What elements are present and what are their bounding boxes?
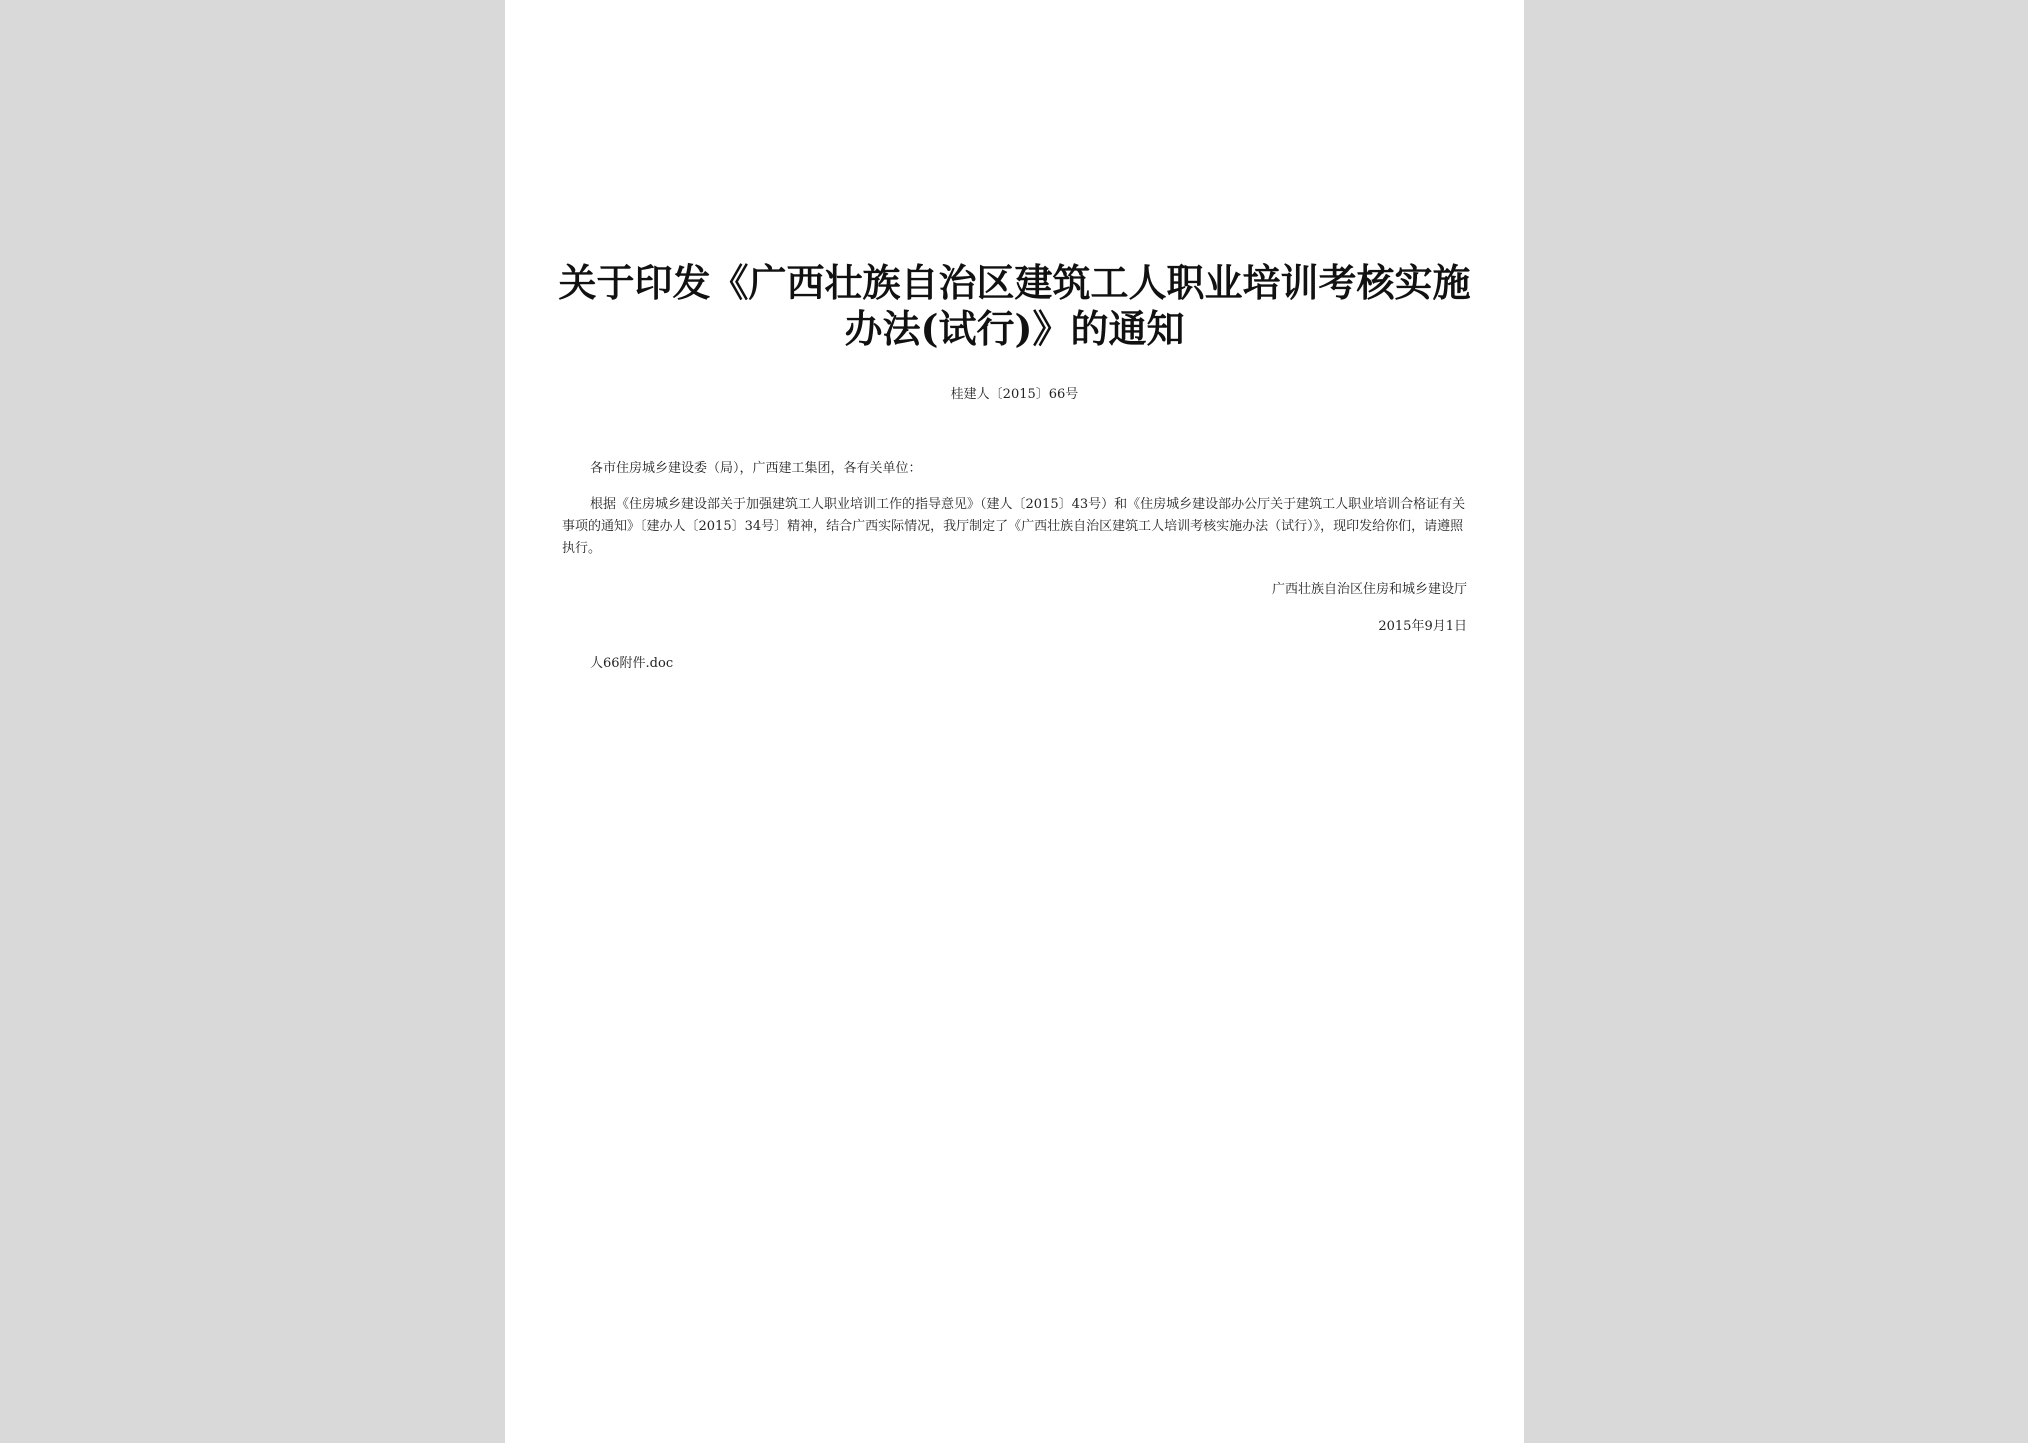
salutation: 各市住房城乡建设委（局），广西建工集团，各有关单位：	[590, 461, 922, 476]
body-paragraph: 根据《住房城乡建设部关于加强建筑工人职业培训工作的指导意见》（建人〔2015〕43号）和《住房城乡建设部办公厅关于建筑工人职业培训合格证有关事项的通知》〔建办人〔2015〕34号〕精神，结合广西实际情况，我厅制定了《广西壮族自治区建筑工人培训考核实施办法（试行）》，现印发给你们，请遵照执行。	[562, 497, 1466, 556]
document-page	[505, 0, 1524, 1443]
page-title	[505, 260, 1524, 352]
title-line-1: 关于印发《广西壮族自治区建筑工人职业培训考核实施	[558, 260, 1471, 305]
document-number: 桂建人〔2015〕66号	[950, 387, 1079, 402]
attachment-link[interactable]: 人66附件.doc	[590, 656, 674, 671]
title-line-2: 办法(试行)》的通知	[844, 306, 1185, 351]
issue-date: 2015年9月1日	[1378, 619, 1467, 634]
issuer-signature: 广西壮族自治区住房和城乡建设厅	[1271, 582, 1467, 597]
